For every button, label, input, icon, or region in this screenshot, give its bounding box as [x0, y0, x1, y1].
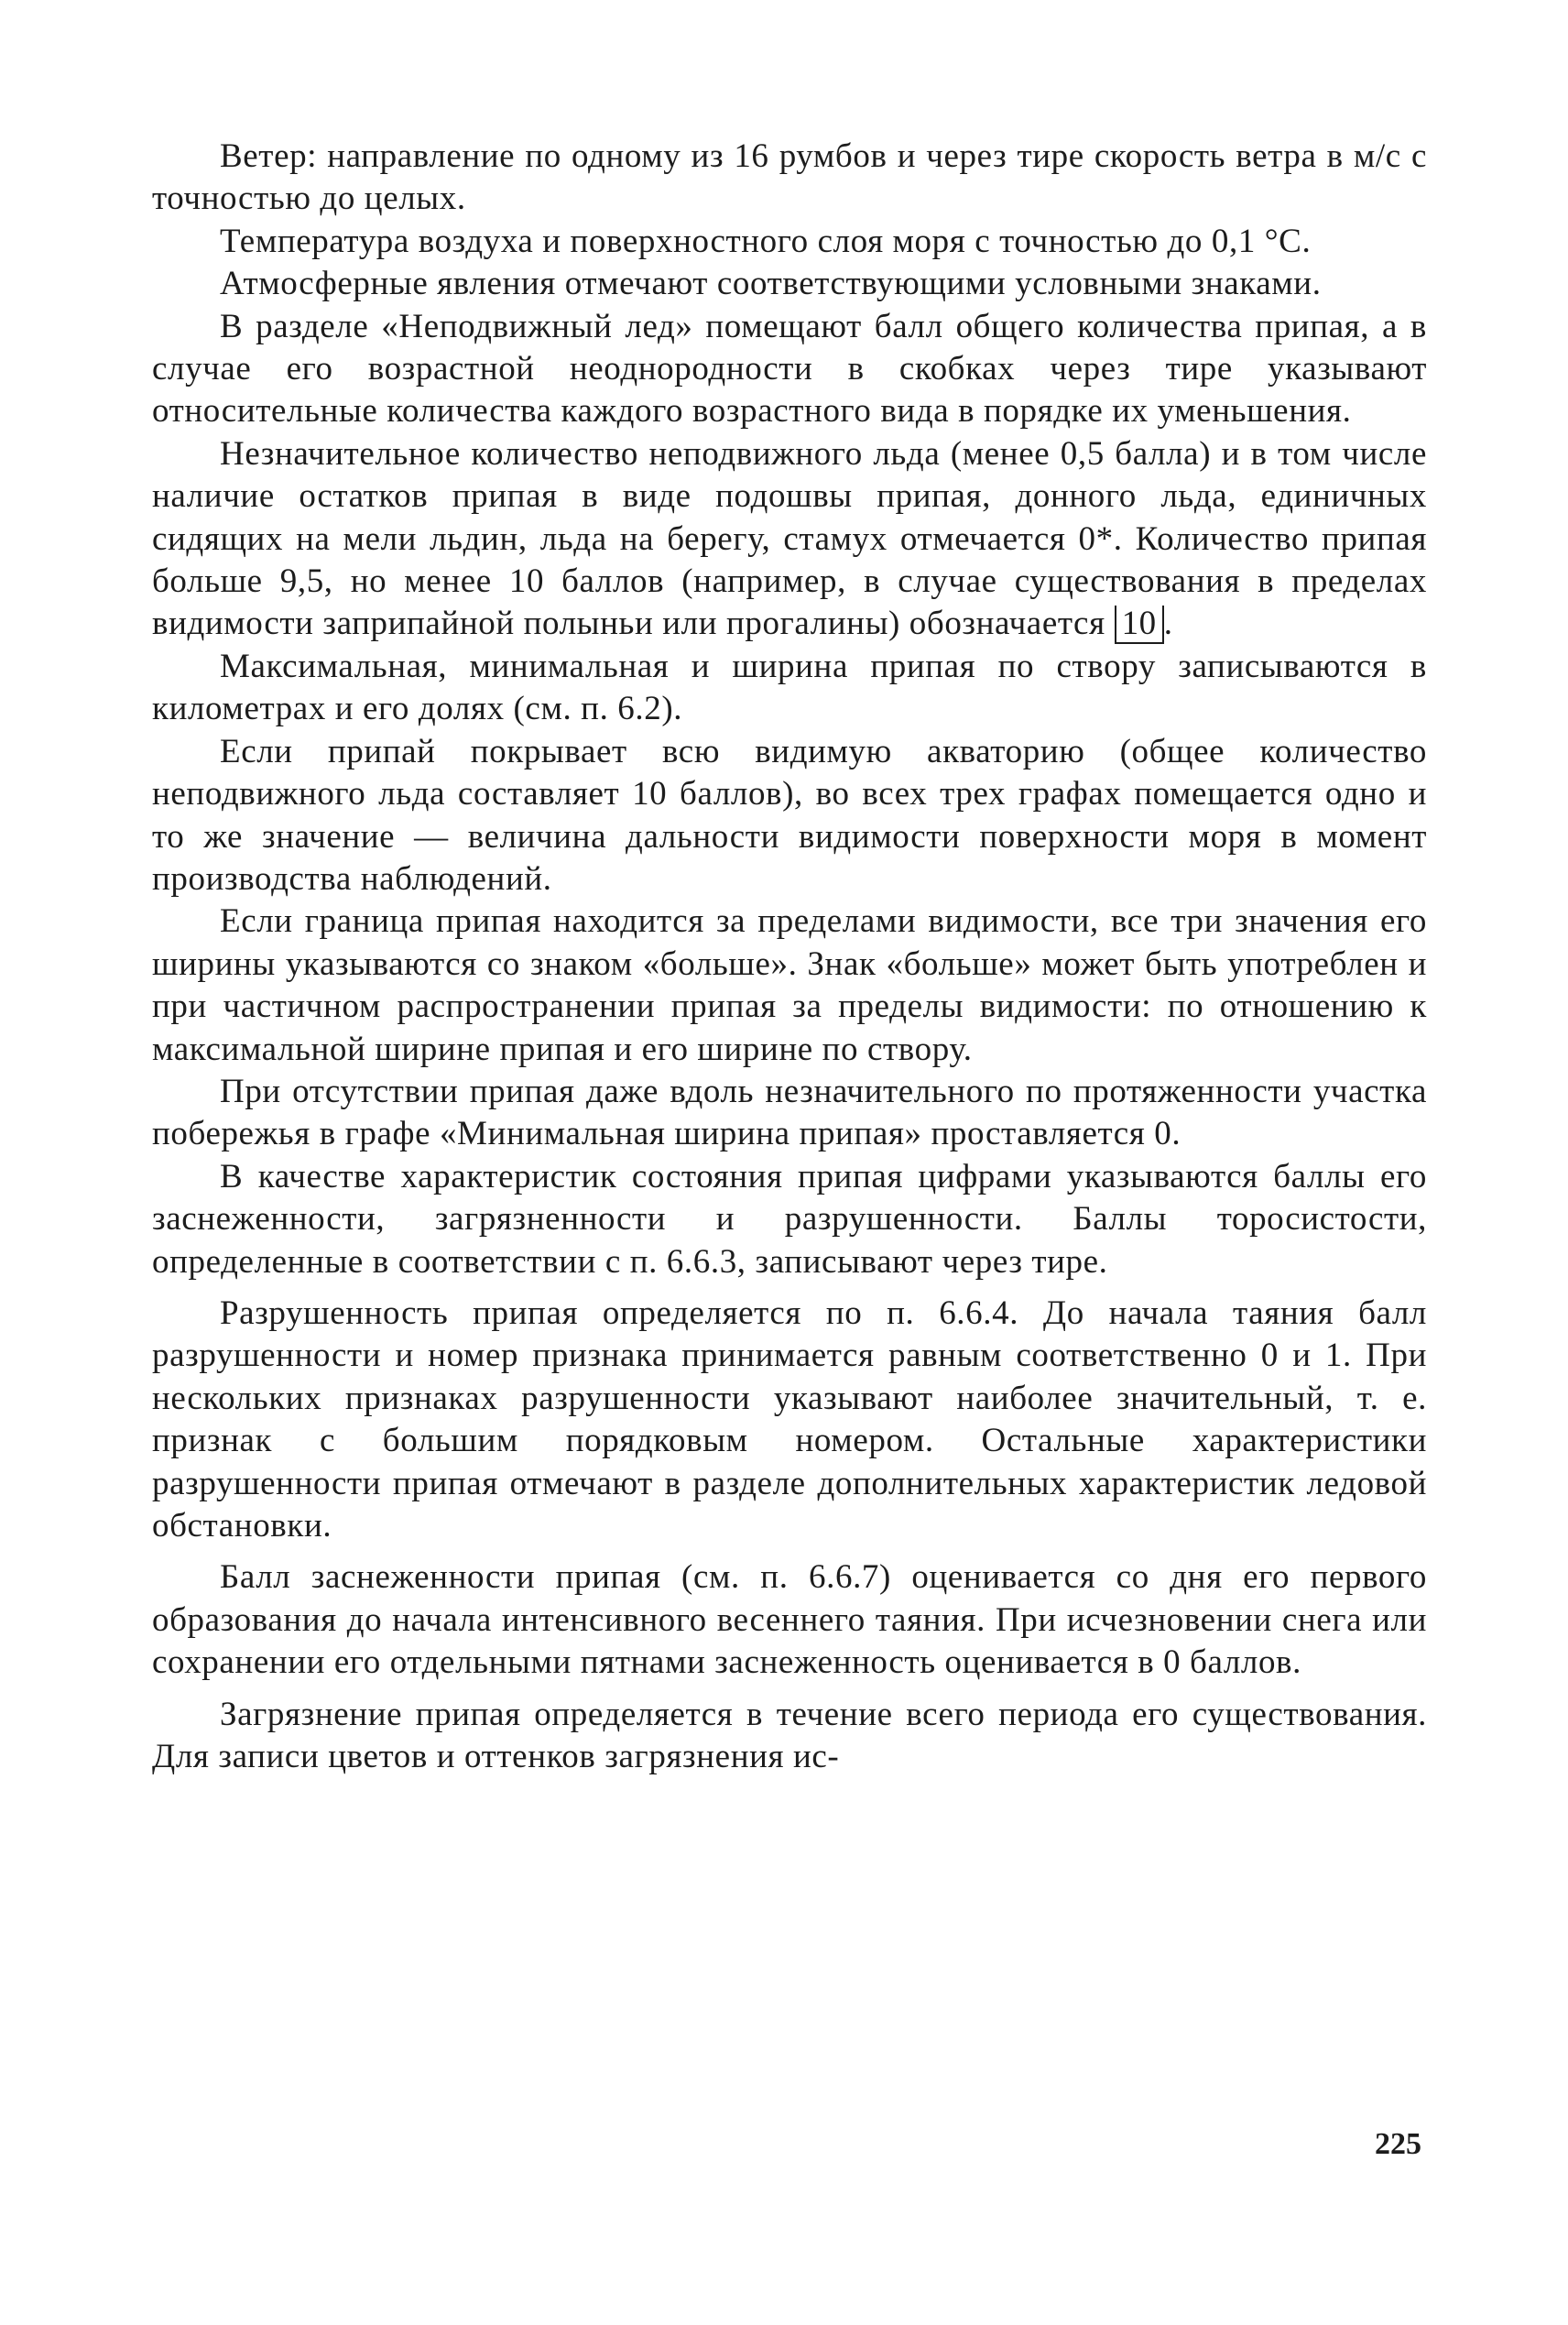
paragraph-snow-cover: Балл заснеженности припая (см. п. 6.6.7) оценивается со дня его первого образования до начала интенсивного весеннего таяния. При исчезновении снега или сохранении его отдельными пятнами заснеженность оценивается в 0 баллов.	[152, 1558, 1427, 1682]
paragraph-pollution: Загрязнение припая определяется в течение всего периода его существования. Для записи цветов и оттенков загрязнения ис-	[152, 1695, 1427, 1776]
paragraph-width: Максимальная, минимальная и ширина припая по створу записываются в километрах и его долях (см. п. 6.2).	[152, 647, 1427, 728]
paragraph-absence: При отсутствии припая даже вдоль незначительного по протяженности участка побережья в графе «Минимальная ширина припая» проставляется 0.	[152, 1072, 1427, 1153]
paragraph-full-coverage: Если припай покрывает всю видимую акваторию (общее количество неподвижного льда составляет 10 баллов), во всех трех графах помещается одно и то же значение — величина дальности видимости поверхности моря в момент производства наблюдений.	[152, 732, 1427, 898]
paragraph-insignificant-ice-end: .	[1163, 605, 1173, 643]
paragraph-state: В качестве характеристик состояния припая цифрами указываются баллы его заснеженности, загрязненности и разрушенности. Баллы торосистости, определенные в соответствии с п. 6.6.3, записывают через тире.	[152, 1157, 1427, 1281]
paragraph-fast-ice-section: В разделе «Неподвижный лед» помещают балл общего количества припая, а в случае его возрастной неоднородности в скобках через тире указывают относительные количества каждого возрастного вида в порядке их уменьшения.	[152, 307, 1427, 431]
page-number: 225	[1375, 2127, 1421, 2161]
boxed-ten-symbol: 10	[1115, 606, 1164, 644]
paragraph-atmospheric: Атмосферные явления отмечают соответствующими условными знаками.	[220, 265, 1322, 303]
paragraph-beyond-visibility: Если граница припая находится за пределами видимости, все три значения его ширины указываются со знаком «больше». Знак «больше» может быть употреблен и при частичном распространении припая за пределы видимости: по отношению к максимальной ширине припая и его ширине по створу.	[152, 902, 1427, 1068]
paragraph-temperature: Температура воздуха и поверхностного слоя моря с точностью до 0,1 °С.	[220, 222, 1312, 260]
paragraph-destruction: Разрушенность припая определяется по п. 6.6.4. До начала таяния балл разрушенности и номер признака принимается равным соответственно 0 и 1. При нескольких признаках разрушенности указывают наиболее значительный, т. е. признак с большим порядковым номером. Остальные характеристики разрушенности припая отмечают в разделе дополнительных характеристик ледовой обстановки.	[152, 1293, 1427, 1545]
body-text	[152, 136, 1427, 1778]
paragraph-insignificant-ice-text: Незначительное количество неподвижного льда (менее 0,5 балла) и в том числе наличие остатков припая в виде подошвы припая, донного льда, единичных сидящих на мели льдин, льда на берегу, стамух отмечается 0*. Количество припая больше 9,5, но менее 10 баллов (например, в случае существования в пределах видимости заприпайной полыньи или прогалины) обозначается	[152, 434, 1427, 643]
paragraph-insignificant-ice	[152, 433, 1427, 646]
paragraph-wind: Ветер: направление по одному из 16 румбов и через тире скорость ветра в м/с с точностью до целых.	[152, 137, 1427, 218]
